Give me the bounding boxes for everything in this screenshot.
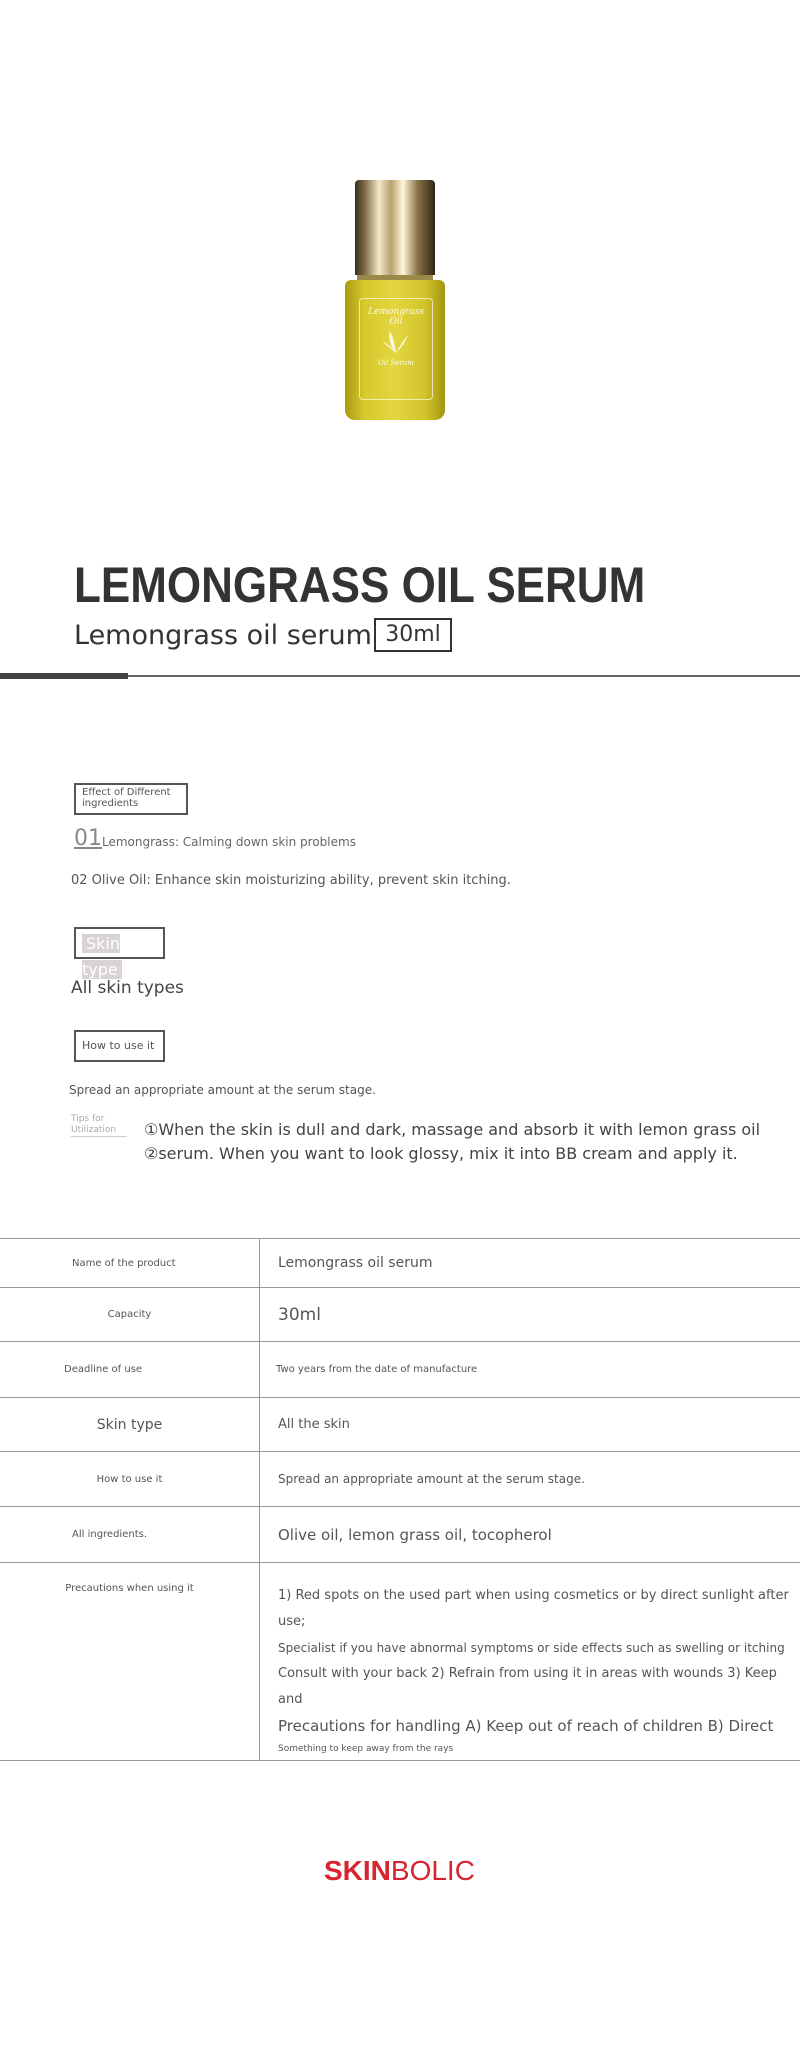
effects-item1-text: Lemongrass: Calming down skin problems (102, 835, 356, 849)
bottle-body (345, 280, 445, 420)
volume-badge: 30ml (374, 618, 452, 652)
tip-1 (144, 1120, 760, 1139)
bottle-label-line3: Oil Serum (378, 359, 414, 367)
precaution-line: 1) Red spots on the used part when using cosmetics or by direct sunlight after use; (278, 1588, 789, 1629)
skin-type-tag (74, 927, 165, 979)
product-image (345, 180, 445, 420)
spec-value-precautions (260, 1563, 800, 1761)
bottle-label-line2: Oil (389, 317, 403, 327)
spec-value: All the skin (260, 1398, 800, 1452)
spec-value: Spread an appropriate amount at the serum stage. (260, 1452, 800, 1507)
spec-key: Capacity (0, 1288, 260, 1342)
spec-value: 30ml (260, 1288, 800, 1342)
leaf-icon (360, 327, 432, 355)
table-row (0, 1563, 800, 1761)
table-row (0, 1398, 800, 1452)
bottle-label (359, 298, 433, 400)
how-to-use-tag: How to use it (74, 1030, 165, 1062)
brand-logo (324, 1855, 475, 1887)
product-subtitle: Lemongrass oil serum (74, 620, 372, 651)
spec-value: Lemongrass oil serum (260, 1239, 800, 1288)
spec-key: Name of the product (0, 1239, 260, 1288)
table-row (0, 1507, 800, 1563)
effects-item2-text: 02 Olive Oil: Enhance skin moisturizing ability, prevent skin itching. (71, 873, 511, 888)
table-row (0, 1288, 800, 1342)
divider-accent (0, 673, 128, 679)
brand-logo-part1: SKIN (324, 1855, 391, 1886)
precaution-line: Specialist if you have abnormal symptoms or side effects such as swelling or itching (278, 1641, 785, 1655)
tips-label: Tips for Utilization (71, 1114, 127, 1137)
spec-value: Olive oil, lemon grass oil, tocopherol (260, 1507, 800, 1563)
spec-key: All ingredients. (0, 1507, 260, 1563)
bottle-cap (355, 180, 435, 275)
spec-key: Deadline of use (0, 1342, 260, 1398)
tip-1-marker: ① (144, 1120, 159, 1139)
tip-1-text: When the skin is dull and dark, massage and absorb it with lemon grass oil (158, 1120, 761, 1139)
product-title: LEMONGRASS OIL SERUM (74, 557, 646, 613)
tip-2-marker: ② (144, 1144, 159, 1163)
brand-logo-part2: BOLIC (390, 1855, 475, 1886)
table-row (0, 1239, 800, 1288)
precaution-line: Precautions for handling A) Keep out of reach of children B) Direct (278, 1717, 774, 1735)
spec-key: Skin type (0, 1398, 260, 1452)
bottle-label-line1: Lemongrass (368, 307, 424, 317)
spec-table (0, 1238, 800, 1761)
tip-2 (144, 1144, 738, 1163)
precaution-line: Consult with your back 2) Refrain from using it in areas with wounds 3) Keep and (278, 1666, 777, 1707)
skin-type-value: All skin types (71, 978, 184, 998)
tip-2-text: serum. When you want to look glossy, mix it into BB cream and apply it. (158, 1144, 738, 1163)
effects-tag: Effect of Different ingredients (74, 783, 188, 815)
spec-key: How to use it (0, 1452, 260, 1507)
spec-key: Precautions when using it (0, 1563, 260, 1761)
spec-value: Two years from the date of manufacture (260, 1342, 800, 1398)
how-to-use-value: Spread an appropriate amount at the serum stage. (69, 1083, 376, 1097)
skin-type-tag-label: Skin type (82, 934, 121, 979)
table-row (0, 1452, 800, 1507)
table-row (0, 1342, 800, 1398)
precaution-line: Something to keep away from the rays (278, 1744, 454, 1754)
effects-item1-number: 01 (74, 826, 102, 851)
